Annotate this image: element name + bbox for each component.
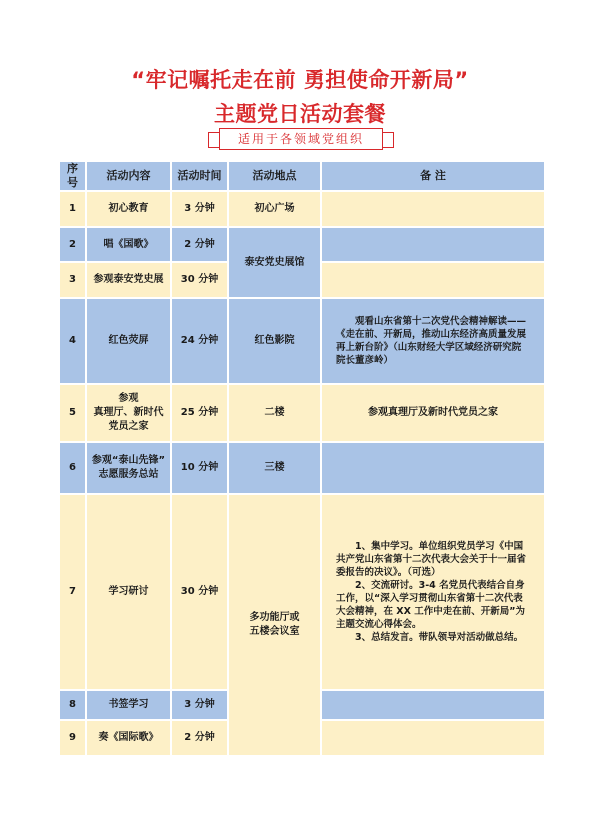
row-content: 参观泰安党史展 (86, 262, 171, 298)
row-no: 3 (59, 262, 86, 298)
row-note: 参观真理厅及新时代党员之家 (321, 384, 545, 442)
row-content: 唱《国歌》 (86, 227, 171, 262)
header-time: 活动时间 (171, 161, 228, 191)
row-no: 9 (59, 720, 86, 756)
row-no: 5 (59, 384, 86, 442)
row-no: 2 (59, 227, 86, 262)
row-time: 30 分钟 (171, 494, 228, 690)
row-note (321, 442, 545, 494)
row-note (321, 227, 545, 262)
row-time: 30 分钟 (171, 262, 228, 298)
row-note-item-3: 3、总结发言。带队领导对活动做总结。 (355, 632, 524, 643)
table-row (59, 227, 545, 262)
scope-banner: 适用于各领域党组织 (219, 128, 383, 150)
table-row (59, 191, 545, 227)
header-no: 序号 (59, 161, 86, 191)
row-content: 红色荧屏 (86, 298, 171, 384)
row-place: 二楼 (228, 384, 321, 442)
page-title-line1: “牢记嘱托走在前 勇担使命开新局” (131, 68, 469, 92)
row-note (321, 720, 545, 756)
row-time: 25 分钟 (171, 384, 228, 442)
row-note (321, 494, 545, 690)
row-no: 4 (59, 298, 86, 384)
row-content: 参观“泰山先锋” 志愿服务总站 (86, 442, 171, 494)
row-time: 24 分钟 (171, 298, 228, 384)
row-content: 书签学习 (86, 690, 171, 720)
row-content: 学习研讨 (86, 494, 171, 690)
header-place: 活动地点 (228, 161, 321, 191)
table-row (59, 442, 545, 494)
header-note: 备 注 (321, 161, 545, 191)
row-time: 2 分钟 (171, 720, 228, 756)
row-no: 7 (59, 494, 86, 690)
row-no: 8 (59, 690, 86, 720)
row-note-item-1: 1、集中学习。单位组织党员学习《中国共产党山东省第十二次代表大会关于十一届省委报告的决议》。（可选） (336, 541, 527, 578)
row-place: 三楼 (228, 442, 321, 494)
header-content: 活动内容 (86, 161, 171, 191)
page-title-line2: 主题党日活动套餐 (214, 102, 386, 126)
row-note (321, 690, 545, 720)
activity-table (58, 160, 546, 757)
row-time: 3 分钟 (171, 690, 228, 720)
row-time: 10 分钟 (171, 442, 228, 494)
row-note (321, 298, 545, 384)
table-header-row (59, 161, 545, 191)
row-place: 泰安党史展馆 (228, 227, 321, 298)
row-content: 奏《国际歌》 (86, 720, 171, 756)
row-note-text: 观看山东省第十二次党代会精神解读——《走在前、开新局，推动山东经济高质量发展再上新台阶》（山东财经大学区域经济研究院院长董彦岭） (336, 316, 527, 366)
row-time: 2 分钟 (171, 227, 228, 262)
row-note-item-2: 2、交流研讨。3-4 名党员代表结合自身工作，以“深入学习贯彻山东省第十二次代表大会精神，在 XX 工作中走在前、开新局”为主题交流心得体会。 (336, 580, 526, 630)
row-content: 初心教育 (86, 191, 171, 227)
row-note (321, 191, 545, 227)
row-place: 初心广场 (228, 191, 321, 227)
row-place: 多功能厅或 五楼会议室 (228, 494, 321, 756)
table-row (59, 298, 545, 384)
row-note (321, 262, 545, 298)
row-no: 1 (59, 191, 86, 227)
table-row (59, 494, 545, 690)
row-time: 3 分钟 (171, 191, 228, 227)
row-place: 红色影院 (228, 298, 321, 384)
row-no: 6 (59, 442, 86, 494)
row-content: 参观 真理厅、新时代 党员之家 (86, 384, 171, 442)
table-row (59, 384, 545, 442)
